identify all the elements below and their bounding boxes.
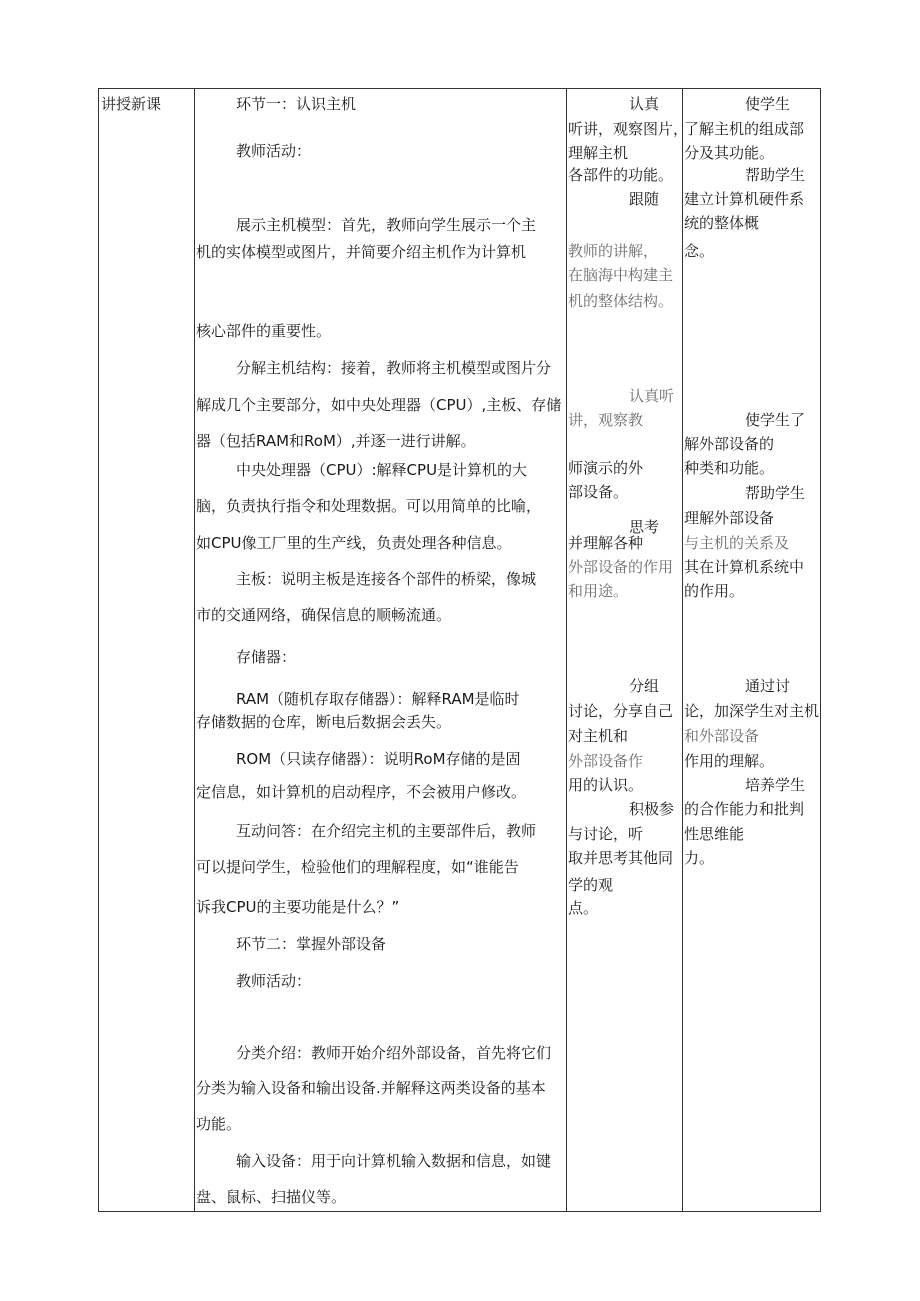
intent-line: 帮助学生	[745, 484, 806, 502]
intent-line: 通过讨	[745, 677, 791, 695]
activity-line: 师演示的外	[568, 459, 644, 477]
activity-line: 分组	[629, 677, 660, 695]
activity-line: 对主机和	[568, 727, 629, 745]
content-line: 如CPU像工厂里的生产线，负责处理各种信息。	[196, 534, 512, 552]
content-line: 市的交通网络，确保信息的顺畅流通。	[196, 606, 452, 624]
content-line: 可以提问学生，检验他们的理解程度，如“谁能告	[196, 858, 519, 876]
content-line: 中央处理器（CPU）:解释CPU是计算机的大	[236, 461, 528, 479]
content-line: 存储器：	[236, 648, 297, 666]
intent-line: 种类和功能。	[684, 459, 775, 477]
intent-line: 分及其功能。	[684, 144, 775, 162]
activity-line: 各部件的功能。	[568, 166, 674, 184]
intent-line: 统的整体概	[684, 214, 760, 232]
content-line: 定信息，如计算机的启动程序，不会被用户修改。	[196, 783, 527, 801]
activity-line: 听讲，观察图片，	[568, 120, 689, 138]
content-line-clipped: RAM（随机存取存储器）：解释RAM是临时	[236, 690, 520, 708]
activity-line: 跟随	[629, 190, 660, 208]
content-line: 输入设备：用于向计算机输入数据和信息，如键	[236, 1152, 552, 1170]
activity-line: 并理解各种	[568, 534, 644, 552]
intent-line: 解外部设备的	[684, 435, 775, 453]
content-line: 分类介绍：教师开始介绍外部设备，首先将它们	[236, 1044, 552, 1062]
activity-line: 在脑海中构建主	[568, 266, 674, 284]
content-line: 机的实体模型或图片，并简要介绍主机作为计算机	[196, 243, 527, 261]
intent-line: 使学生	[745, 95, 791, 113]
content-line: 展示主机模型：首先，教师向学生展示一个主	[236, 216, 537, 234]
intent-line: 的合作能力和批判	[684, 800, 805, 818]
activity-line: 讲，观察教	[568, 411, 644, 429]
intent-line: 了解主机的组成部	[684, 120, 805, 138]
content-line: 主板：说明主板是连接各个部件的桥梁，像城	[236, 570, 537, 588]
activity-line: 教师的讲解，	[568, 242, 659, 260]
content-line: 分解主机结构：接着，教师将主机模型或图片分	[236, 359, 552, 377]
intent-line: 论，加深学生对主机	[684, 702, 820, 720]
intent-line: 念。	[684, 242, 715, 260]
table-bottom-border	[98, 1211, 821, 1212]
section-label: 讲授新课	[101, 95, 162, 113]
intent-line: 培养学生	[745, 776, 806, 794]
intent-line: 作用的理解。	[684, 752, 775, 770]
activity-line: 外部设备作	[568, 752, 644, 770]
intent-line: 力。	[684, 849, 715, 867]
content-line: 脑，负责执行指令和处理数据。可以用简单的比喻，	[196, 497, 542, 515]
content-line: 器（包括RAM和RoM）,并逐一进行讲解。	[196, 432, 476, 450]
activity-line: 和用途。	[568, 582, 629, 600]
content-line: 功能。	[196, 1115, 242, 1133]
intent-line: 与主机的关系及	[684, 534, 790, 552]
table-left-border	[98, 88, 99, 1212]
activity-line: 认真听	[629, 387, 675, 405]
content-line: 教师活动：	[236, 142, 312, 160]
intent-line: 性思维能	[684, 825, 745, 843]
column-divider-3	[682, 88, 683, 1212]
activity-line: 与讨论，听	[568, 825, 644, 843]
intent-line: 的作用。	[684, 582, 745, 600]
column-divider-2	[566, 88, 567, 1212]
activity-line: 积极参	[629, 800, 675, 818]
activity-line: 部设备。	[568, 483, 629, 501]
content-line: 环节一：认识主机	[236, 95, 357, 113]
content-line: 核心部件的重要性。	[196, 322, 332, 340]
activity-line: 外部设备的作用	[568, 558, 674, 576]
content-line: 分类为输入设备和输出设备.并解释这两类设备的基本	[196, 1079, 546, 1097]
content-line: 互动问答：在介绍完主机的主要部件后，教师	[236, 822, 537, 840]
content-line: 教师活动：	[236, 972, 312, 990]
content-line: 解成几个主要部分，如中央处理器（CPU）,主板、存储	[196, 396, 562, 414]
activity-line: 讨论，分享自己	[568, 702, 674, 720]
content-line: ROM（只读存储器）：说明RoM存储的是固	[236, 750, 521, 768]
content-line: 盘、鼠标、扫描仪等。	[196, 1188, 347, 1206]
table-right-border	[820, 88, 821, 1212]
intent-line: 和外部设备	[684, 727, 760, 745]
column-divider-1	[194, 88, 195, 1212]
intent-line: 帮助学生	[745, 166, 806, 184]
activity-line-clipped: 思考	[629, 518, 660, 536]
activity-line: 点。	[568, 899, 599, 917]
activity-line: 理解主机	[568, 144, 629, 162]
activity-line-clipped: 学的观	[568, 876, 614, 894]
intent-line: 建立计算机硬件系	[684, 190, 805, 208]
activity-line: 取并思考其他同	[568, 849, 674, 867]
activity-line: 用的认识。	[568, 776, 644, 794]
intent-line: 使学生了	[745, 411, 806, 429]
content-line: 环节二：掌握外部设备	[236, 935, 387, 953]
content-line: 存储数据的仓库，断电后数据会丢失。	[196, 713, 452, 731]
table-top-border	[98, 88, 821, 89]
content-line: 诉我CPU的主要功能是什么？”	[196, 898, 400, 916]
intent-line: 理解外部设备	[684, 509, 775, 527]
intent-line: 其在计算机系统中	[684, 558, 805, 576]
activity-line: 机的整体结构。	[568, 292, 674, 310]
activity-line: 认真	[629, 95, 660, 113]
